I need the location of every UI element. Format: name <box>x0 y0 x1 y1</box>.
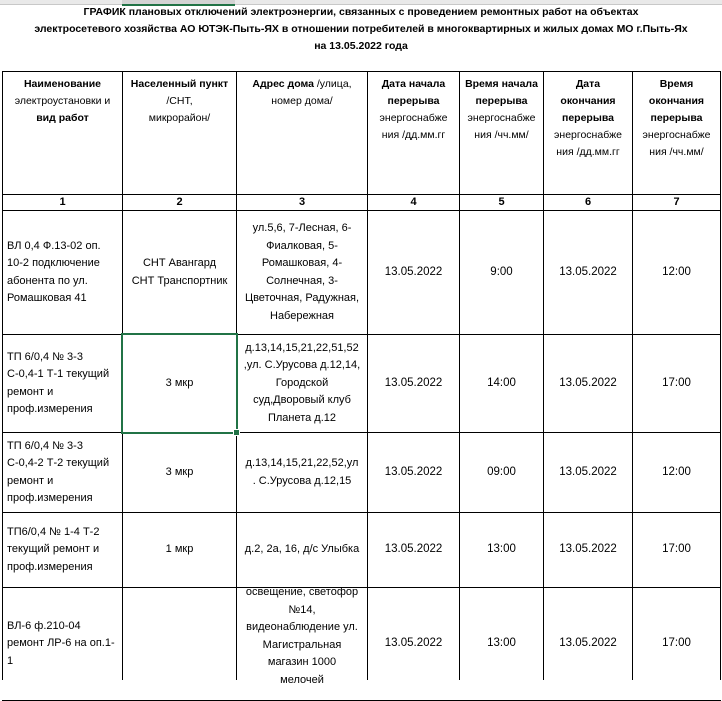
cell-line: Фиалковая, 5- <box>266 239 338 252</box>
cell-line: ВЛ 0,4 Ф.13-02 оп. <box>7 239 101 252</box>
cell-line: 3 мкр <box>165 465 194 478</box>
header-line: окончания <box>648 95 705 107</box>
cell-text <box>7 524 99 577</box>
header-line: Дата начала <box>381 78 446 90</box>
cell-text <box>244 340 360 428</box>
row-3-end-time[interactable]: 12:00 <box>662 465 691 478</box>
cell-line: д.13,14,15,21,22,52,ул <box>245 457 359 469</box>
header-line: номер дома/ <box>271 95 333 107</box>
row-1-settlement[interactable] <box>123 211 236 334</box>
cell-line: освещение, светофор <box>245 586 359 598</box>
header-line: энергоснабже <box>642 129 711 141</box>
cell-line: проф.измерения <box>7 403 93 415</box>
header-cell-4[interactable] <box>368 72 459 194</box>
cell-line: ТП6/0,4 № 1-4 Т-2 <box>7 525 100 538</box>
row-1-installation[interactable] <box>3 211 122 334</box>
header-cell-5[interactable] <box>460 72 543 194</box>
cell-line: Цветочная, Радужная, <box>244 292 360 304</box>
grid-line-v <box>720 71 721 680</box>
row-5-settlement[interactable] <box>123 588 236 700</box>
row-3-installation[interactable] <box>3 433 122 512</box>
cell-line: СНТ Транспортник <box>131 274 228 287</box>
column-number-5[interactable]: 5 <box>498 195 505 208</box>
header-line: перерыва <box>562 112 614 124</box>
header-line: энергоснабже <box>379 112 448 124</box>
cell-text <box>252 76 351 110</box>
header-cell-2[interactable] <box>123 72 236 194</box>
title-line-1: ГРАФИК плановых отключений электроэнергии, связанных с проведением ремонтных работ на объектах <box>83 6 639 18</box>
column-number-2[interactable]: 2 <box>176 195 183 208</box>
cell-line: ремонт ЛР-6 на оп.1- <box>7 637 115 650</box>
row-4-end-time[interactable]: 17:00 <box>662 543 691 556</box>
row-1-start-date[interactable]: 13.05.2022 <box>384 265 443 278</box>
header-cell-1[interactable] <box>3 72 122 194</box>
header-line: ния /чч.мм/ <box>649 146 704 158</box>
cell-line: ул.5,6, 7-Лесная, 6- <box>252 222 352 234</box>
schedule-title <box>0 4 722 55</box>
cell-line: 10-2 подключение <box>7 257 100 269</box>
cell-line: магазин 1000 <box>267 656 337 668</box>
fill-handle[interactable] <box>233 429 240 436</box>
cell-line: мелочей <box>280 673 324 686</box>
row-2-end-date[interactable]: 13.05.2022 <box>559 376 617 389</box>
row-2-installation[interactable] <box>3 335 122 432</box>
column-number-1[interactable]: 1 <box>59 195 66 208</box>
cell-text <box>166 541 194 559</box>
row-1-end-date[interactable]: 13.05.2022 <box>559 265 617 278</box>
active-cell-selection[interactable] <box>121 333 238 434</box>
row-4-settlement[interactable] <box>123 513 236 587</box>
cell-line: проф.измерения <box>7 560 93 573</box>
cell-text <box>643 76 711 161</box>
header-line: /СНТ, <box>166 95 193 107</box>
row-3-address[interactable] <box>237 433 367 512</box>
cell-line: ТП 6/0,4 № 3-3 <box>7 439 83 452</box>
header-line: Время начала <box>465 78 538 90</box>
header-line: Населенный пункт <box>130 78 229 90</box>
column-number-4[interactable]: 4 <box>410 195 417 208</box>
cell-text <box>132 255 228 290</box>
cell-line: Ромашковая, 4- <box>261 257 343 269</box>
cell-text <box>380 76 448 144</box>
cell-line: текущий ремонт и <box>7 543 100 556</box>
cell-text <box>246 455 359 490</box>
cell-text <box>7 238 101 308</box>
cell-line: д.2, 2а, 16, д/с Улыбка <box>244 543 360 556</box>
column-number-7[interactable]: 7 <box>673 195 680 208</box>
cell-line: Городской <box>275 376 329 389</box>
row-4-end-date[interactable]: 13.05.2022 <box>559 543 617 556</box>
cell-line: №14, <box>288 603 316 616</box>
row-5-address[interactable] <box>237 584 367 696</box>
header-line: Наименование <box>23 78 102 90</box>
row-3-start-time[interactable]: 09:00 <box>487 465 516 478</box>
cell-line: ВЛ-6 ф.210-04 <box>7 619 81 632</box>
cell-line: видеонаблюдение ул. <box>246 621 358 633</box>
cell-line: 3 мкр <box>165 376 194 389</box>
cell-text <box>7 349 109 419</box>
row-4-start-time[interactable]: 13:00 <box>487 543 516 556</box>
cell-line: 1 <box>7 654 14 667</box>
title-line-3: на 13.05.2022 года <box>314 40 408 52</box>
cell-line: Магистральная <box>262 638 342 651</box>
header-line: микрорайон/ <box>148 112 211 124</box>
row-1-start-time[interactable]: 9:00 <box>490 265 513 278</box>
cell-text <box>245 220 359 325</box>
row-5-end-time[interactable]: 17:00 <box>662 637 691 650</box>
row-2-start-time[interactable]: 14:00 <box>487 376 516 389</box>
header-line: ния /чч.мм/ <box>474 129 529 141</box>
cell-text <box>166 464 194 482</box>
header-line: вид работ <box>36 112 89 124</box>
header-line: Дата <box>575 78 601 90</box>
header-normal-text: /улица, <box>313 78 352 90</box>
cell-line: Ромашковая 41 <box>7 292 87 304</box>
cell-line: ТП 6/0,4 № 3-3 <box>7 350 83 363</box>
column-number-3[interactable]: 3 <box>298 195 306 208</box>
row-2-start-date[interactable]: 13.05.2022 <box>384 376 443 389</box>
header-cell-7[interactable] <box>633 72 720 194</box>
header-line: перерыва <box>475 95 528 107</box>
cell-text <box>465 76 538 144</box>
header-line <box>252 76 351 93</box>
cell-line: д.13,14,15,21,22,51,52 <box>245 341 359 354</box>
cell-line: ремонт и <box>7 385 54 398</box>
header-line: Время <box>659 78 694 90</box>
row-4-address[interactable] <box>237 513 367 587</box>
row-2-address[interactable] <box>237 335 367 432</box>
cell-line: Набережная <box>270 309 334 322</box>
cell-line: Солнечная, 3- <box>266 274 338 287</box>
cell-text <box>246 584 358 689</box>
cell-line: С-0,4-2 Т-2 текущий <box>7 457 110 469</box>
header-line: окончания <box>560 95 616 107</box>
row-4-installation[interactable] <box>3 513 122 587</box>
header-line: перерыва <box>650 112 703 124</box>
row-1-address[interactable] <box>237 211 367 334</box>
header-line: ния /дд.мм.гг <box>381 129 446 141</box>
cell-line: 1 мкр <box>165 543 194 556</box>
header-cell-6[interactable] <box>544 72 632 194</box>
cell-line: абонента по ул. <box>7 274 88 287</box>
header-line: перерыва <box>387 95 440 107</box>
row-5-installation[interactable] <box>3 588 122 700</box>
header-line: ния /дд.мм.гг <box>556 146 620 158</box>
row-5-start-date[interactable]: 13.05.2022 <box>384 637 443 650</box>
row-3-settlement[interactable] <box>123 433 236 512</box>
header-line: энергоснабже <box>554 129 622 141</box>
cell-text <box>245 541 359 559</box>
row-4-start-date[interactable]: 13.05.2022 <box>384 543 443 556</box>
cell-line: С-0,4-1 Т-1 текущий <box>7 368 110 380</box>
header-line: электроустановки и <box>14 95 111 107</box>
cell-line: Планета д.12 <box>267 411 337 424</box>
cell-line: ,ул. С.Урусова д.12,14, <box>243 359 361 372</box>
header-line: энергоснабже <box>467 112 536 124</box>
row-5-start-time[interactable]: 13:00 <box>487 637 516 650</box>
row-1-end-time[interactable]: 12:00 <box>662 265 691 278</box>
cell-line: . С.Урусова д.12,15 <box>252 474 352 487</box>
cell-line: ремонт и <box>7 474 54 487</box>
cell-text <box>131 76 228 127</box>
cell-line: проф.измерения <box>7 492 93 504</box>
row-3-start-date[interactable]: 13.05.2022 <box>384 465 443 478</box>
cell-text <box>554 76 622 161</box>
header-bold-text: Адрес дома <box>252 78 314 90</box>
row-3-end-date[interactable]: 13.05.2022 <box>559 465 617 478</box>
cell-text <box>7 438 109 508</box>
header-cell-3[interactable] <box>237 72 367 194</box>
cell-line: СНТ Авангард <box>142 257 217 269</box>
cell-text <box>15 76 111 127</box>
cell-text <box>7 618 115 671</box>
column-number-6[interactable]: 6 <box>584 195 592 208</box>
row-2-end-time[interactable]: 17:00 <box>662 376 691 389</box>
row-5-end-date[interactable]: 13.05.2022 <box>559 637 617 650</box>
title-line-2: электросетевого хозяйства АО ЮТЭК-Пыть-ЯХ в отношении потребителей в многоквартирных и жилых домах МО г.Пыть-Ях <box>34 23 688 35</box>
cell-line: суд,Дворовый клуб <box>253 394 351 407</box>
